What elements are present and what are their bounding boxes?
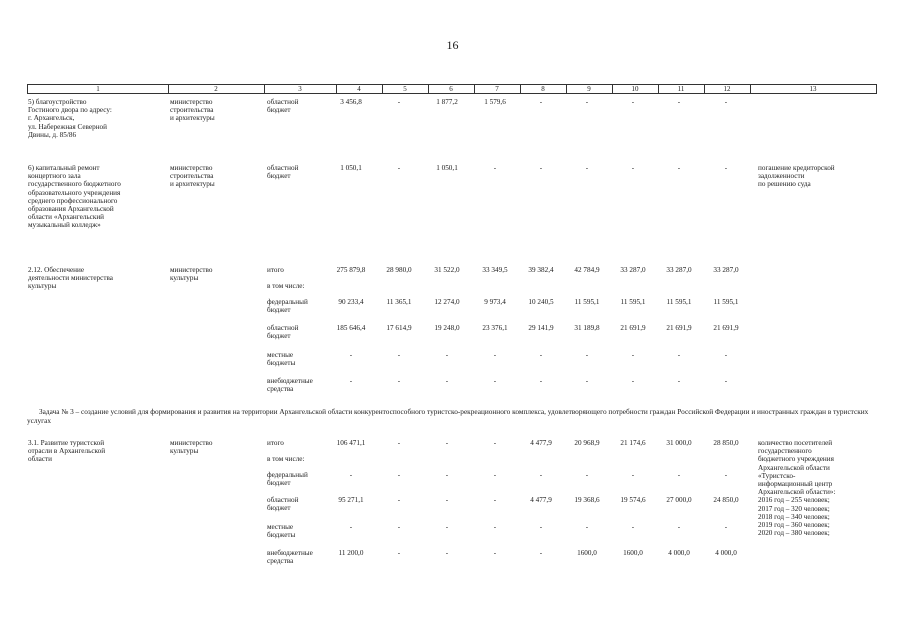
value: - xyxy=(631,471,635,479)
value: 11 595,1 xyxy=(574,298,600,306)
funding-source: областной бюджет xyxy=(267,324,299,341)
value: - xyxy=(445,471,449,479)
value: 3 456,8 xyxy=(340,98,362,106)
value: - xyxy=(397,549,401,557)
value: 21 691,9 xyxy=(666,324,692,332)
value: - xyxy=(585,351,589,359)
value: - xyxy=(493,523,497,531)
value: - xyxy=(677,377,681,385)
value: 4 477,9 xyxy=(530,496,552,504)
value: - xyxy=(539,98,543,106)
value: - xyxy=(724,471,728,479)
header-col-2: 2 xyxy=(214,85,218,93)
value: - xyxy=(397,439,401,447)
value: 90 233,4 xyxy=(338,298,364,306)
value: - xyxy=(631,164,635,172)
measure-name: 2.12. Обеспечение деятельности министерства культуры xyxy=(28,266,113,291)
value: - xyxy=(397,164,401,172)
measure-name: 5) благоустройство Гостиного двора по адресу: г. Архангельск, ул. Набережная Северной Двины, д. 85/86 xyxy=(28,98,112,139)
value: - xyxy=(397,523,401,531)
value: - xyxy=(724,351,728,359)
value: 24 850,0 xyxy=(713,496,739,504)
value: - xyxy=(677,351,681,359)
value: - xyxy=(349,471,353,479)
value: 33 349,5 xyxy=(482,266,508,274)
value: - xyxy=(585,98,589,106)
value: - xyxy=(349,351,353,359)
value: - xyxy=(724,98,728,106)
value: - xyxy=(493,377,497,385)
note: погашение кредиторской задолженности по решению суда xyxy=(758,164,835,189)
value: - xyxy=(585,164,589,172)
value: 42 784,9 xyxy=(574,266,600,274)
value: 11 595,1 xyxy=(620,298,646,306)
value: 10 240,5 xyxy=(528,298,554,306)
value: - xyxy=(677,164,681,172)
value: 12 274,0 xyxy=(434,298,460,306)
value: - xyxy=(493,439,497,447)
value: - xyxy=(585,377,589,385)
value: 11 595,1 xyxy=(713,298,739,306)
value: - xyxy=(445,549,449,557)
executor: министерство культуры xyxy=(170,266,213,283)
value: - xyxy=(724,164,728,172)
value: - xyxy=(539,164,543,172)
value: - xyxy=(539,523,543,531)
header-col-10: 10 xyxy=(631,85,639,93)
value: - xyxy=(445,377,449,385)
funding-source: местные бюджеты xyxy=(267,523,296,540)
value: - xyxy=(539,549,543,557)
funding-source: местные бюджеты xyxy=(267,351,296,368)
value: 33 287,0 xyxy=(713,266,739,274)
value: - xyxy=(445,496,449,504)
value: 19 248,0 xyxy=(434,324,460,332)
value: - xyxy=(677,98,681,106)
funding-source: итого xyxy=(267,439,284,447)
value: - xyxy=(493,549,497,557)
funding-source: областной бюджет xyxy=(267,98,299,115)
value: 31 189,8 xyxy=(574,324,600,332)
note: количество посетителей государственного бюджетного учреждения Архангельской области «Туристско- информационный центр Архангельской области»: 2016 год – 255 человек; 2017 год – 320 человек; 2018 год – 340 человек; 2019 год – 360 человек; 2020 год – 380 человек; xyxy=(758,439,836,538)
value: - xyxy=(397,98,401,106)
header-col-5: 5 xyxy=(403,85,407,93)
value: 19 574,6 xyxy=(620,496,646,504)
value: 4 000,0 xyxy=(715,549,737,557)
value: - xyxy=(631,351,635,359)
value: 1 050,1 xyxy=(340,164,362,172)
value: - xyxy=(724,523,728,531)
value: 4 000,0 xyxy=(668,549,690,557)
value: 1 579,6 xyxy=(484,98,506,106)
value: - xyxy=(349,377,353,385)
value: - xyxy=(585,523,589,531)
value: - xyxy=(397,471,401,479)
value: - xyxy=(493,164,497,172)
value: 33 287,0 xyxy=(620,266,646,274)
executor: министерство строительства и архитектуры xyxy=(170,98,215,123)
value: 39 382,4 xyxy=(528,266,554,274)
funding-source: областной бюджет xyxy=(267,164,299,181)
value: 23 376,1 xyxy=(482,324,508,332)
task-heading: Задача № 3 – создание условий для формирования и развития на территории Архангельской области конкурентоспособного туристско-рекреационного комплекса, удовлетворяющего потребности граждан Российской Федерации и иностранных граждан в туристских услугах xyxy=(27,407,869,425)
value: - xyxy=(539,471,543,479)
value: 106 471,1 xyxy=(336,439,366,447)
value: - xyxy=(585,471,589,479)
value: 31 000,0 xyxy=(666,439,692,447)
value: 33 287,0 xyxy=(666,266,692,274)
value: 95 271,1 xyxy=(338,496,364,504)
funding-source: в том числе: xyxy=(267,282,305,290)
funding-source: внебюджетные средства xyxy=(267,377,313,394)
measure-name: 6) капитальный ремонт концертного зала государственного бюджетного образовательного учреждения среднего профессионального образования Архангельской области «Архангельский музыкальный колледж» xyxy=(28,164,121,230)
measure-name: 3.1. Развитие туристской отрасли в Архангельской области xyxy=(28,439,106,464)
executor: министерство культуры xyxy=(170,439,213,456)
header-col-4: 4 xyxy=(357,85,361,93)
funding-source: федеральный бюджет xyxy=(267,298,308,315)
funding-source: итого xyxy=(267,266,284,274)
value: 1600,0 xyxy=(623,549,643,557)
value: 21 691,9 xyxy=(620,324,646,332)
value: 185 646,4 xyxy=(336,324,366,332)
value: - xyxy=(397,377,401,385)
value: 28 980,0 xyxy=(386,266,412,274)
value: 21 691,9 xyxy=(713,324,739,332)
value: 19 368,6 xyxy=(574,496,600,504)
value: 11 595,1 xyxy=(666,298,692,306)
value: 1600,0 xyxy=(577,549,597,557)
value: - xyxy=(445,439,449,447)
value: - xyxy=(631,377,635,385)
value: 275 879,8 xyxy=(336,266,366,274)
header-col-7: 7 xyxy=(495,85,499,93)
value: - xyxy=(539,377,543,385)
value: 28 850,0 xyxy=(713,439,739,447)
value: 31 522,0 xyxy=(434,266,460,274)
value: - xyxy=(677,523,681,531)
value: 21 174,6 xyxy=(620,439,646,447)
value: - xyxy=(539,351,543,359)
value: - xyxy=(397,496,401,504)
value: 17 614,9 xyxy=(386,324,412,332)
value: - xyxy=(631,98,635,106)
funding-source: федеральный бюджет xyxy=(267,471,308,488)
executor: министерство строительства и архитектуры xyxy=(170,164,215,189)
header-col-1: 1 xyxy=(96,85,100,93)
header-col-8: 8 xyxy=(541,85,545,93)
value: - xyxy=(493,496,497,504)
header-col-13: 13 xyxy=(809,85,817,93)
value: 11 365,1 xyxy=(386,298,412,306)
funding-source: в том числе: xyxy=(267,455,305,463)
value: 9 973,4 xyxy=(484,298,506,306)
value: - xyxy=(397,351,401,359)
value: 27 000,0 xyxy=(666,496,692,504)
header-col-11: 11 xyxy=(677,85,685,93)
value: 1 877,2 xyxy=(436,98,458,106)
value: 4 477,9 xyxy=(530,439,552,447)
value: - xyxy=(445,523,449,531)
value: - xyxy=(445,351,449,359)
value: - xyxy=(724,377,728,385)
value: 29 141,9 xyxy=(528,324,554,332)
value: - xyxy=(631,523,635,531)
value: 1 050,1 xyxy=(436,164,458,172)
value: 20 968,9 xyxy=(574,439,600,447)
header-col-9: 9 xyxy=(587,85,591,93)
value: - xyxy=(677,471,681,479)
value: 11 200,0 xyxy=(338,549,364,557)
header-col-12: 12 xyxy=(723,85,731,93)
page-number: 16 xyxy=(446,38,459,52)
funding-source: областной бюджет xyxy=(267,496,299,513)
table-header xyxy=(27,84,877,94)
header-col-6: 6 xyxy=(449,85,453,93)
value: - xyxy=(493,351,497,359)
funding-source: внебюджетные средства xyxy=(267,549,313,566)
value: - xyxy=(493,471,497,479)
header-col-3: 3 xyxy=(298,85,302,93)
value: - xyxy=(349,523,353,531)
